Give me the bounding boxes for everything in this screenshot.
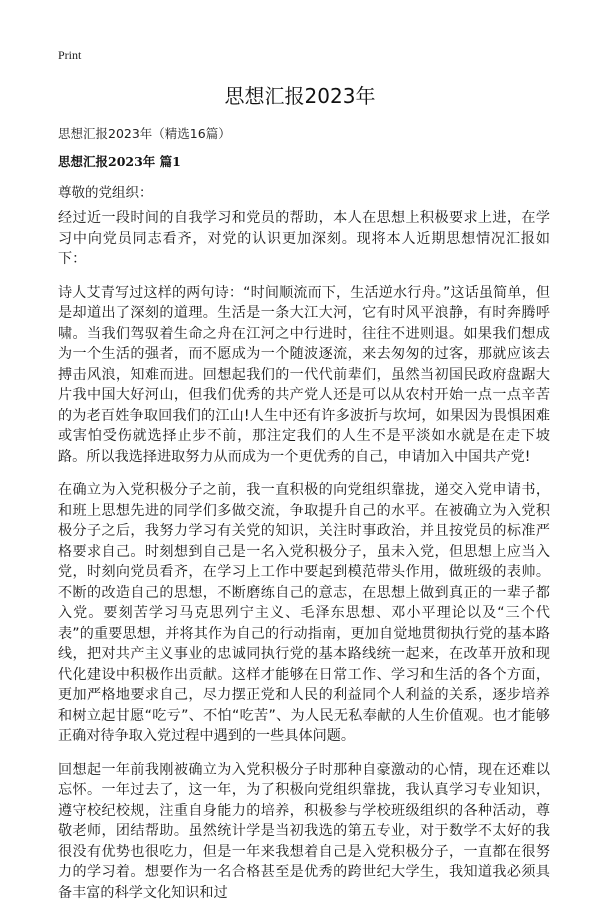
salutation: 尊敬的党组织：: [58, 185, 153, 201]
paragraph-intro: 经过近一段时间的自我学习和党员的帮助，本人在思想上积极要求上进，在学习中向党员同志看齐，对党的认识更加深刻。现将本人近期思想情况汇报如下：: [58, 210, 550, 267]
print-label[interactable]: Print: [58, 48, 82, 62]
document-subtitle: 思想汇报2023年（精选16篇）: [58, 126, 231, 141]
document-body: [58, 208, 550, 916]
document-title: 思想汇报2023年: [224, 84, 376, 108]
section-heading: 思想汇报2023年 篇1: [58, 154, 181, 169]
paragraph-poem: 诗人艾青写过这样的两句诗：“时间顺流而下，生活逆水行舟。”这话虽简单，但是却道出了深刻的道理。生活是一条大江大河，它有时风平浪静，有时奔腾呼啸。当我们驾驭着生命之舟在江河之中行进时，往往不进则退。如果我们想成为一个生活的强者，而不愿成为一个随波逐流，来去匆匆的过客，那就应该去搏击风浪，知难而进。回想起我们的一代代前辈们，虽然当初国民政府盘踞大片我中国大好河山，但我们优秀的共产党人还是可以从农村开始一点一点辛苦的为老百姓争取回我们的江山!人生中还有许多波折与坎坷，如果因为畏惧困难或害怕受伤就选择止步不前，那注定我们的人生不是平淡如水就是在走下坡路。所以我选择进取努力从而成为一个更优秀的自己，申请加入中国共产党!: [58, 284, 550, 465]
paragraph-activist: 在确立为入党积极分子之前，我一直积极的向党组织靠拢，递交入党申请书，和班上思想先进的同学们多做交流，争取提升自己的水平。在被确立为入党积极分子之后，我努力学习有关党的知识，关注时事政治，并且按党员的标准严格要求自己。时刻想到自己是一名入党积极分子，虽未入党，但思想上应当入党，时刻向党员看齐，在学习上工作中要起到模范带头作用，做班级的表帅。不断的改造自己的思想，不断磨练自己的意志，在思想上做到真正的一辈子都入党。要刻苦学习马克思列宁主义、毛泽东思想、邓小平理论以及“三个代表”的重要思想，并将其作为自己的行动指南，更加自觉地贯彻执行党的基本路线，把对共产主义事业的忠诚同执行党的基本路线统一起来，在改革开放和现代化建设中积极作出贡献。这样才能够在日常工作、学习和生活的各个方面，更加严格地要求自己，尽力摆正党和人民的利益同个人利益的关系，逐步培养和树立起甘愿“吃亏”、不怕“吃苦”、为人民无私奉献的人生价值观。也才能够正确对待争取入党过程中遇到的一些具体问题。: [58, 482, 550, 744]
paragraph-recall: 回想起一年前我刚被确立为入党积极分子时那种自豪激动的心情，现在还难以忘怀。一年过去了，这一年，为了积极向党组织靠拢，我认真学习专业知识，遵守校纪校规，注重自身能力的培养，积极参与学校班级组织的各种活动，尊敬老师，团结帮助。虽然统计学是当初我选的第五专业，对于数学不太好的我很没有优势也很吃力，但是一年来我想着自己是入党积极分子，一直都在很努力的学习着。想要作为一名合格甚至是优秀的跨世纪大学生，我知道我必须具备丰富的科学文化知识和过: [58, 761, 550, 901]
